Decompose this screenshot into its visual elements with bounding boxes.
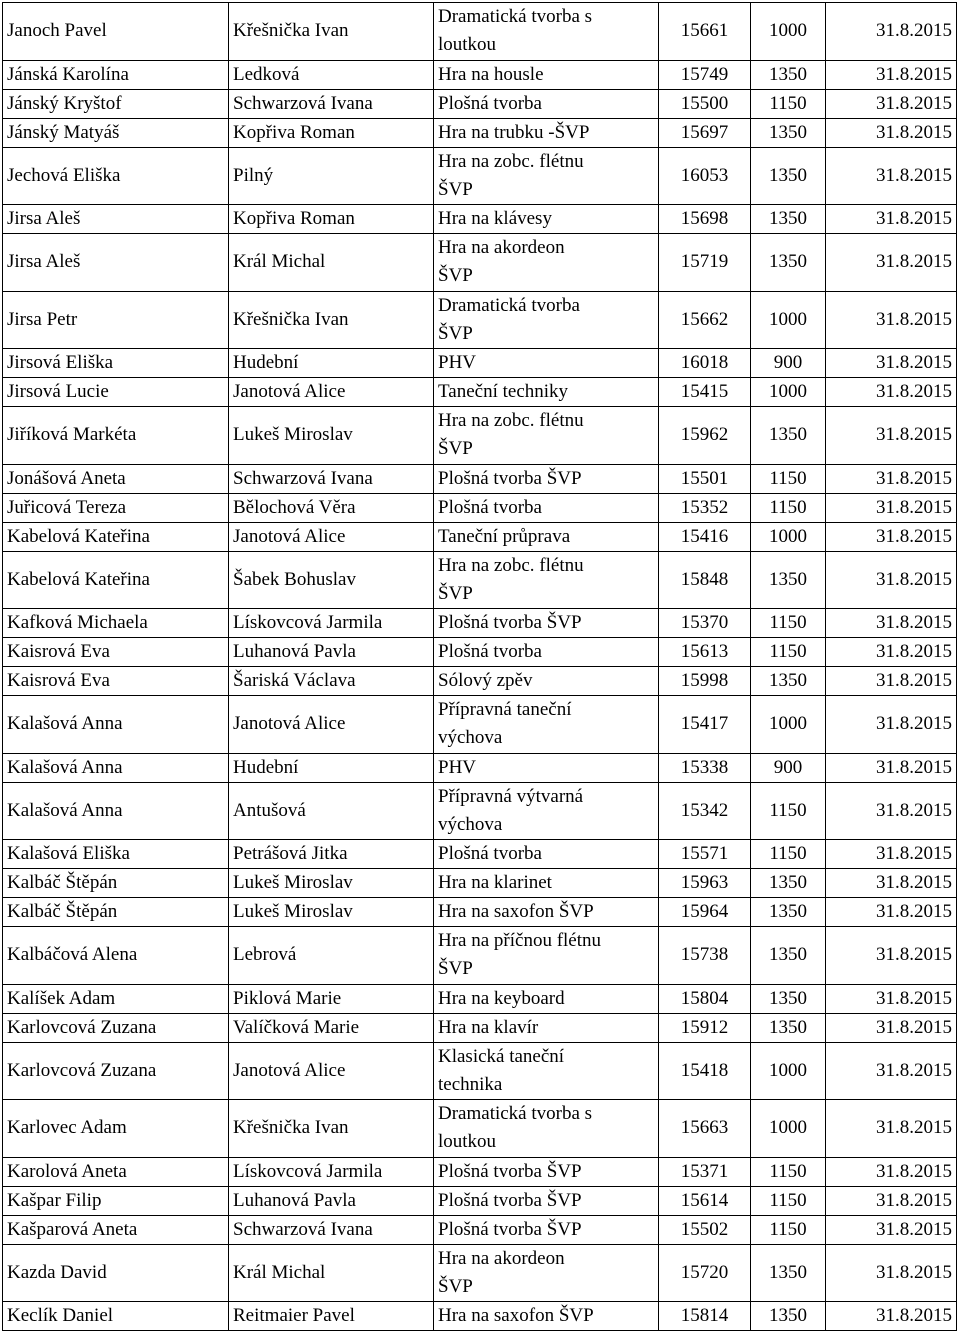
date-cell: 31.8.2015 <box>826 551 957 609</box>
amount-cell: 1350 <box>751 147 826 205</box>
subject-line: Hra na keyboard <box>438 987 565 1009</box>
subject-cell <box>434 1013 659 1042</box>
subject-cell <box>434 89 659 118</box>
date-cell: 31.8.2015 <box>826 1013 957 1042</box>
code-cell: 15998 <box>659 667 751 696</box>
code-cell: 15814 <box>659 1302 751 1331</box>
subject-line: Přípravná taneční <box>438 699 572 721</box>
date-cell: 31.8.2015 <box>826 493 957 522</box>
amount-cell: 1350 <box>751 869 826 898</box>
table-row <box>3 984 957 1013</box>
subject-line: Plošná tvorba ŠVP <box>438 1189 582 1211</box>
subject-line: Hra na akordeon <box>438 237 565 259</box>
amount-cell: 1350 <box>751 60 826 89</box>
subject-cell <box>434 638 659 667</box>
date-cell: 31.8.2015 <box>826 984 957 1013</box>
subject-line: Plošná tvorba <box>438 641 542 662</box>
amount-cell: 1000 <box>751 522 826 551</box>
subject-line: PHV <box>438 352 477 373</box>
date-cell: 31.8.2015 <box>826 840 957 869</box>
student-name-cell: Kalíšek Adam <box>3 984 229 1013</box>
amount-cell: 1350 <box>751 407 826 465</box>
code-cell: 15662 <box>659 291 751 349</box>
student-name-cell: Kaisrová Eva <box>3 667 229 696</box>
teacher-name-cell: Lukeš Miroslav <box>229 898 434 927</box>
subject-cell <box>434 840 659 869</box>
student-name-cell: Kafková Michaela <box>3 609 229 638</box>
student-name-cell: Kaisrová Eva <box>3 638 229 667</box>
teacher-name-cell: Schwarzová Ivana <box>229 89 434 118</box>
amount-cell: 900 <box>751 753 826 782</box>
teacher-name-cell: Kopřiva Roman <box>229 118 434 147</box>
code-cell: 15963 <box>659 869 751 898</box>
subject-cell <box>434 696 659 754</box>
table-row <box>3 1215 957 1244</box>
subject-cell <box>434 378 659 407</box>
date-cell: 31.8.2015 <box>826 927 957 985</box>
date-cell: 31.8.2015 <box>826 1157 957 1186</box>
amount-cell: 1350 <box>751 898 826 927</box>
student-name-cell: Jirsová Lucie <box>3 378 229 407</box>
date-cell: 31.8.2015 <box>826 378 957 407</box>
date-cell: 31.8.2015 <box>826 1215 957 1244</box>
subject-line: Dramatická tvorba s <box>438 6 593 28</box>
code-cell: 15417 <box>659 696 751 754</box>
student-name-cell: Karlovcová Zuzana <box>3 1042 229 1100</box>
amount-cell: 1000 <box>751 696 826 754</box>
code-cell: 15663 <box>659 1100 751 1158</box>
date-cell: 31.8.2015 <box>826 349 957 378</box>
date-cell: 31.8.2015 <box>826 522 957 551</box>
amount-cell: 1150 <box>751 1186 826 1215</box>
subject-cell <box>434 869 659 898</box>
subject-cell <box>434 234 659 292</box>
subject-line: ŠVP <box>438 958 473 980</box>
student-name-cell: Kalašová Anna <box>3 753 229 782</box>
student-name-cell: Karlovec Adam <box>3 1100 229 1158</box>
subject-line: Plošná tvorba ŠVP <box>438 467 582 489</box>
table-row <box>3 667 957 696</box>
student-name-cell: Jánská Karolína <box>3 60 229 89</box>
amount-cell: 1150 <box>751 840 826 869</box>
subject-line: Plošná tvorba ŠVP <box>438 1218 582 1240</box>
student-name-cell: Kalašová Anna <box>3 696 229 754</box>
subject-line: Plošná tvorba ŠVP <box>438 612 582 633</box>
teacher-name-cell: Křešnička Ivan <box>229 1100 434 1158</box>
table-row <box>3 1100 957 1158</box>
date-cell: 31.8.2015 <box>826 667 957 696</box>
subject-line: technika <box>438 1073 503 1095</box>
table-row <box>3 869 957 898</box>
student-name-cell: Kazda David <box>3 1244 229 1302</box>
date-cell: 31.8.2015 <box>826 782 957 840</box>
amount-cell: 1150 <box>751 782 826 840</box>
student-name-cell: Kalbáč Štěpán <box>3 898 229 927</box>
code-cell: 15962 <box>659 407 751 465</box>
date-cell: 31.8.2015 <box>826 1302 957 1331</box>
table-row <box>3 522 957 551</box>
student-name-cell: Jonášová Aneta <box>3 464 229 493</box>
subject-cell <box>434 1157 659 1186</box>
code-cell: 15501 <box>659 464 751 493</box>
teacher-name-cell: Hudební <box>229 753 434 782</box>
student-name-cell: Kalašová Eliška <box>3 840 229 869</box>
subject-line: ŠVP <box>438 582 473 604</box>
student-name-cell: Jirsa Aleš <box>3 205 229 234</box>
teacher-name-cell: Král Michal <box>229 234 434 292</box>
table-row <box>3 378 957 407</box>
code-cell: 15912 <box>659 1013 751 1042</box>
date-cell: 31.8.2015 <box>826 1042 957 1100</box>
subject-line: Hra na klarinet <box>438 872 552 893</box>
date-cell: 31.8.2015 <box>826 89 957 118</box>
table-row <box>3 205 957 234</box>
amount-cell: 1150 <box>751 464 826 493</box>
amount-cell: 1350 <box>751 118 826 147</box>
subject-line: loutkou <box>438 1131 497 1153</box>
table-row <box>3 464 957 493</box>
subject-line: Sólový zpěv <box>438 670 533 691</box>
amount-cell: 1350 <box>751 667 826 696</box>
date-cell: 31.8.2015 <box>826 638 957 667</box>
amount-cell: 1150 <box>751 493 826 522</box>
date-cell: 31.8.2015 <box>826 753 957 782</box>
table-row <box>3 753 957 782</box>
amount-cell: 1000 <box>751 3 826 61</box>
amount-cell: 1150 <box>751 89 826 118</box>
code-cell: 15964 <box>659 898 751 927</box>
subject-cell <box>434 118 659 147</box>
subject-cell <box>434 1042 659 1100</box>
subject-cell <box>434 1215 659 1244</box>
subject-cell <box>434 3 659 61</box>
student-name-cell: Juřicová Tereza <box>3 493 229 522</box>
subject-line: Plošná tvorba <box>438 496 542 518</box>
date-cell: 31.8.2015 <box>826 234 957 292</box>
teacher-name-cell: Lískovcová Jarmila <box>229 609 434 638</box>
code-cell: 15661 <box>659 3 751 61</box>
table-row <box>3 927 957 985</box>
amount-cell: 1150 <box>751 1215 826 1244</box>
teacher-name-cell: Šabek Bohuslav <box>229 551 434 609</box>
subject-line: Dramatická tvorba <box>438 294 580 316</box>
subject-cell <box>434 407 659 465</box>
teacher-name-cell: Valíčková Marie <box>229 1013 434 1042</box>
amount-cell: 1350 <box>751 927 826 985</box>
student-name-cell: Keclík Daniel <box>3 1302 229 1331</box>
subject-line: Hra na zobc. flétnu <box>438 410 584 432</box>
table-row <box>3 782 957 840</box>
table-row <box>3 1042 957 1100</box>
table-row <box>3 407 957 465</box>
subject-cell <box>434 464 659 493</box>
subject-cell <box>434 753 659 782</box>
code-cell: 15418 <box>659 1042 751 1100</box>
table-row <box>3 1186 957 1215</box>
table-row <box>3 3 957 61</box>
code-cell: 15804 <box>659 984 751 1013</box>
amount-cell: 1150 <box>751 1157 826 1186</box>
subject-cell <box>434 291 659 349</box>
table-row <box>3 551 957 609</box>
code-cell: 16018 <box>659 349 751 378</box>
subject-line: ŠVP <box>438 265 473 287</box>
teacher-name-cell: Piklová Marie <box>229 984 434 1013</box>
date-cell: 31.8.2015 <box>826 118 957 147</box>
subject-line: Plošná tvorba <box>438 843 542 864</box>
subject-cell <box>434 1100 659 1158</box>
subject-line: Přípravná výtvarná <box>438 785 584 807</box>
student-name-cell: Kalbáčová Alena <box>3 927 229 985</box>
subject-line: Hra na klavír <box>438 1016 539 1038</box>
date-cell: 31.8.2015 <box>826 609 957 638</box>
subject-cell <box>434 60 659 89</box>
code-cell: 15338 <box>659 753 751 782</box>
amount-cell: 1000 <box>751 291 826 349</box>
code-cell: 15415 <box>659 378 751 407</box>
teacher-name-cell: Janotová Alice <box>229 1042 434 1100</box>
amount-cell: 1350 <box>751 984 826 1013</box>
amount-cell: 1150 <box>751 609 826 638</box>
date-cell: 31.8.2015 <box>826 60 957 89</box>
subject-line: PHV <box>438 756 477 778</box>
teacher-name-cell: Janotová Alice <box>229 378 434 407</box>
teacher-name-cell: Luhanová Pavla <box>229 1186 434 1215</box>
student-name-cell: Kabelová Kateřina <box>3 522 229 551</box>
code-cell: 15502 <box>659 1215 751 1244</box>
student-name-cell: Jiříková Markéta <box>3 407 229 465</box>
teacher-name-cell: Ledková <box>229 60 434 89</box>
teacher-name-cell: Antušová <box>229 782 434 840</box>
code-cell: 15370 <box>659 609 751 638</box>
subject-cell <box>434 1302 659 1331</box>
subject-line: výchova <box>438 813 503 835</box>
code-cell: 15613 <box>659 638 751 667</box>
teacher-name-cell: Petrášová Jitka <box>229 840 434 869</box>
code-cell: 16053 <box>659 147 751 205</box>
amount-cell: 1000 <box>751 1042 826 1100</box>
date-cell: 31.8.2015 <box>826 1100 957 1158</box>
subject-line: Taneční průprava <box>438 525 571 547</box>
date-cell: 31.8.2015 <box>826 205 957 234</box>
subject-line: ŠVP <box>438 322 473 344</box>
teacher-name-cell: Lukeš Miroslav <box>229 407 434 465</box>
subject-line: Hra na zobc. flétnu <box>438 554 584 576</box>
code-cell: 15416 <box>659 522 751 551</box>
subject-line: Hra na akordeon <box>438 1247 565 1269</box>
student-name-cell: Kabelová Kateřina <box>3 551 229 609</box>
date-cell: 31.8.2015 <box>826 1244 957 1302</box>
student-name-cell: Kašpar Filip <box>3 1186 229 1215</box>
subject-line: Plošná tvorba ŠVP <box>438 1160 582 1182</box>
teacher-name-cell: Šariská Václava <box>229 667 434 696</box>
table-row <box>3 291 957 349</box>
amount-cell: 1350 <box>751 551 826 609</box>
student-name-cell: Kalbáč Štěpán <box>3 869 229 898</box>
enrollment-table <box>2 2 957 1331</box>
table-row <box>3 696 957 754</box>
code-cell: 15749 <box>659 60 751 89</box>
date-cell: 31.8.2015 <box>826 1186 957 1215</box>
code-cell: 15352 <box>659 493 751 522</box>
student-name-cell: Karolová Aneta <box>3 1157 229 1186</box>
code-cell: 15697 <box>659 118 751 147</box>
teacher-name-cell: Schwarzová Ivana <box>229 464 434 493</box>
amount-cell: 1000 <box>751 1100 826 1158</box>
subject-line: Dramatická tvorba s <box>438 1103 593 1125</box>
teacher-name-cell: Lebrová <box>229 927 434 985</box>
date-cell: 31.8.2015 <box>826 869 957 898</box>
date-cell: 31.8.2015 <box>826 147 957 205</box>
table-row <box>3 1157 957 1186</box>
amount-cell: 1350 <box>751 1244 826 1302</box>
table-row <box>3 349 957 378</box>
teacher-name-cell: Bělochová Věra <box>229 493 434 522</box>
subject-line: Hra na příčnou flétnu <box>438 930 602 952</box>
subject-cell <box>434 667 659 696</box>
subject-cell <box>434 551 659 609</box>
date-cell: 31.8.2015 <box>826 291 957 349</box>
subject-cell <box>434 1186 659 1215</box>
date-cell: 31.8.2015 <box>826 407 957 465</box>
code-cell: 15738 <box>659 927 751 985</box>
table-row <box>3 840 957 869</box>
table-row <box>3 1244 957 1302</box>
subject-line: Hra na klávesy <box>438 208 552 229</box>
subject-line: Hra na saxofon ŠVP <box>438 901 594 922</box>
code-cell: 15698 <box>659 205 751 234</box>
teacher-name-cell: Křešnička Ivan <box>229 291 434 349</box>
subject-line: ŠVP <box>438 1275 473 1297</box>
student-name-cell: Jirsová Eliška <box>3 349 229 378</box>
code-cell: 15848 <box>659 551 751 609</box>
code-cell: 15571 <box>659 840 751 869</box>
table-row <box>3 1302 957 1331</box>
student-name-cell: Jánský Kryštof <box>3 89 229 118</box>
table-row <box>3 493 957 522</box>
amount-cell: 1350 <box>751 1013 826 1042</box>
teacher-name-cell: Kopřiva Roman <box>229 205 434 234</box>
teacher-name-cell: Reitmaier Pavel <box>229 1302 434 1331</box>
student-name-cell: Jirsa Petr <box>3 291 229 349</box>
subject-cell <box>434 147 659 205</box>
student-name-cell: Jánský Matyáš <box>3 118 229 147</box>
teacher-name-cell: Hudební <box>229 349 434 378</box>
amount-cell: 900 <box>751 349 826 378</box>
date-cell: 31.8.2015 <box>826 464 957 493</box>
teacher-name-cell: Lukeš Miroslav <box>229 869 434 898</box>
table-row <box>3 60 957 89</box>
student-name-cell: Janoch Pavel <box>3 3 229 61</box>
table-row <box>3 89 957 118</box>
table-row <box>3 147 957 205</box>
student-name-cell: Kalašová Anna <box>3 782 229 840</box>
subject-line: Taneční techniky <box>438 381 569 402</box>
code-cell: 15720 <box>659 1244 751 1302</box>
teacher-name-cell: Janotová Alice <box>229 696 434 754</box>
subject-line: loutkou <box>438 34 497 56</box>
subject-line: Hra na housle <box>438 63 544 85</box>
code-cell: 15371 <box>659 1157 751 1186</box>
code-cell: 15342 <box>659 782 751 840</box>
code-cell: 15614 <box>659 1186 751 1215</box>
subject-cell <box>434 984 659 1013</box>
subject-line: ŠVP <box>438 178 473 200</box>
subject-cell <box>434 1244 659 1302</box>
subject-line: Klasická taneční <box>438 1045 565 1067</box>
teacher-name-cell: Schwarzová Ivana <box>229 1215 434 1244</box>
teacher-name-cell: Janotová Alice <box>229 522 434 551</box>
table-row <box>3 638 957 667</box>
date-cell: 31.8.2015 <box>826 898 957 927</box>
teacher-name-cell: Křešnička Ivan <box>229 3 434 61</box>
table-row <box>3 118 957 147</box>
table-row <box>3 898 957 927</box>
table-row <box>3 234 957 292</box>
subject-cell <box>434 205 659 234</box>
teacher-name-cell: Luhanová Pavla <box>229 638 434 667</box>
subject-cell <box>434 782 659 840</box>
student-name-cell: Kašparová Aneta <box>3 1215 229 1244</box>
subject-line: Plošná tvorba <box>438 92 542 114</box>
table-row <box>3 609 957 638</box>
subject-cell <box>434 349 659 378</box>
date-cell: 31.8.2015 <box>826 3 957 61</box>
amount-cell: 1350 <box>751 234 826 292</box>
subject-line: ŠVP <box>438 438 473 460</box>
subject-line: Hra na saxofon ŠVP <box>438 1305 594 1326</box>
amount-cell: 1350 <box>751 1302 826 1331</box>
subject-line: Hra na trubku -ŠVP <box>438 121 590 143</box>
amount-cell: 1000 <box>751 378 826 407</box>
amount-cell: 1350 <box>751 205 826 234</box>
subject-cell <box>434 927 659 985</box>
teacher-name-cell: Král Michal <box>229 1244 434 1302</box>
table-row <box>3 1013 957 1042</box>
student-name-cell: Jechová Eliška <box>3 147 229 205</box>
student-name-cell: Jirsa Aleš <box>3 234 229 292</box>
date-cell: 31.8.2015 <box>826 696 957 754</box>
subject-line: výchova <box>438 727 503 749</box>
student-name-cell: Karlovcová Zuzana <box>3 1013 229 1042</box>
subject-line: Hra na zobc. flétnu <box>438 150 584 172</box>
subject-cell <box>434 898 659 927</box>
code-cell: 15500 <box>659 89 751 118</box>
subject-cell <box>434 609 659 638</box>
amount-cell: 1150 <box>751 638 826 667</box>
teacher-name-cell: Lískovcová Jarmila <box>229 1157 434 1186</box>
subject-cell <box>434 493 659 522</box>
code-cell: 15719 <box>659 234 751 292</box>
subject-cell <box>434 522 659 551</box>
teacher-name-cell: Pilný <box>229 147 434 205</box>
enrollment-table-body <box>3 3 957 1331</box>
